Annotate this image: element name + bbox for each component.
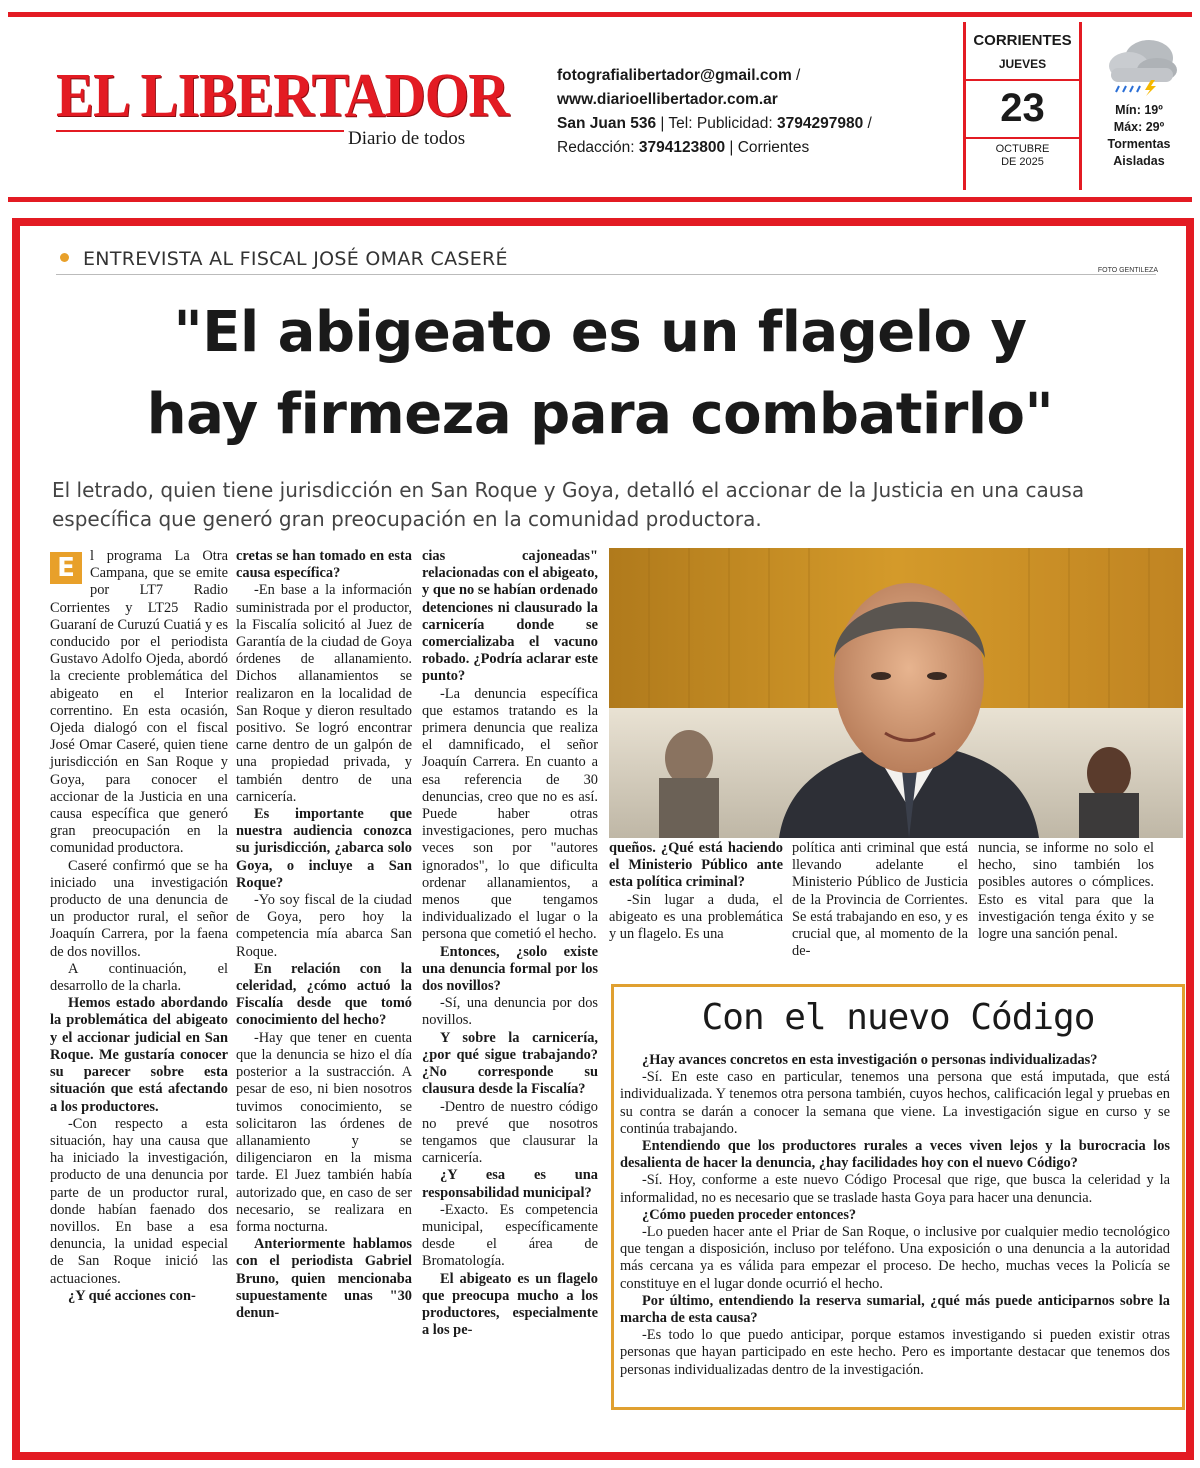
paragraph: Caseré confirmó que se ha iniciado una investigación producto de una denuncia de un productor rural, el señor Joaquín Carrera, por la faena de dos novillos.	[50, 857, 228, 960]
paragraph: E l programa La Otra Campana, que se emite por LT7 Radio Corrientes y LT25 Radio Guaraní de Curuzú Cuatiá y es conducido por el periodista Gustavo Adolfo Ojeda, abordó la creciente problemática del abigeato en el Interior correntino. En esta ocasión, Ojeda dialogó con el fiscal José Omar Caseré, quien tiene jurisdicción en San Roque y Goya, para conocer el accionar de la Justicia en una causa específica que generó gran preocupación en la comunidad productora.	[50, 548, 228, 857]
article-column-1	[50, 548, 228, 1305]
question: Entendiendo que los productores rurales a veces viven lejos y la burocracia los desalienta de hacer la denuncia, ¿hay facilidades hoy con el nuevo Código?	[620, 1138, 1170, 1172]
masthead-contact	[557, 64, 937, 160]
article-column-3	[422, 548, 598, 1339]
kicker-text: ENTREVISTA AL FISCAL JOSÉ OMAR CASERÉ	[83, 248, 508, 270]
date-box	[963, 22, 1082, 190]
contact-redaccion-label: Redacción:	[557, 139, 639, 156]
paragraph: política anti criminal que está llevando adelante el Ministerio Público de Justicia de la Provincia de Corrientes. Se está trabajando en eso, y es crucial que, al momento de la de-	[792, 840, 968, 960]
question: Anteriormente hablamos con el periodista Gabriel Bruno, quien mencionaba supuestamente unas "30 denun-	[236, 1236, 412, 1321]
paragraph: A continuación, el desarrollo de la charla.	[50, 960, 228, 995]
paragraph: -Con respecto a esta situación, hay una causa que ha iniciado la investigación, producto de una denuncia por parte de un productor rural, donde habían faenado dos novillos. En base a esa denuncia, la unidad especial de San Roque inició las actuaciones.	[50, 1115, 228, 1287]
weather-widget	[1085, 36, 1193, 170]
newspaper-logo[interactable]	[56, 60, 509, 160]
question: ¿Hay avances concretos en esta investigación o personas individualizadas?	[642, 1052, 1098, 1068]
date-month: OCTUBRE	[995, 143, 1050, 155]
masthead-bottom-rule	[8, 197, 1192, 202]
sidebar-title: Con el nuevo Código	[701, 997, 1095, 1038]
date-weekday: JUEVES	[998, 57, 1047, 71]
article-photo[interactable]	[609, 548, 1183, 838]
paragraph: -Es todo lo que puedo anticipar, porque estamos investigando si pueden existir otras personas que hayan participado en este hecho. Pero es importante destacar que tenemos dos personas individualizadas dentro de la investigación.	[620, 1327, 1170, 1378]
date-divider	[966, 79, 1079, 81]
kicker-divider	[56, 274, 1156, 275]
weather-min: Mín: 19º	[1115, 103, 1163, 117]
paragraph: -La denuncia específica que estamos tratando es la primera denuncia que realiza el damnificado, el señor Joaquín Carrera. En cuanto a esa referencia de 30 denuncias, creo que no es así. Puede haber otras investigaciones, pero muchas veces son por "autores ignorados", lo que dificulta ordenar allanamientos, a menos que tengamos individualizado el lugar o la persona que cometió el hecho.	[422, 685, 598, 943]
prosecutor-photo	[609, 548, 1183, 838]
article-deck: El letrado, quien tiene jurisdicción en San Roque y Goya, detalló el accionar de la Justicia en una causa específica que generó gran preocupación en la comunidad productora.	[52, 478, 1085, 531]
date-day: 23	[1000, 86, 1045, 130]
article-column-4	[609, 840, 783, 943]
storm-cloud-icon	[1099, 36, 1179, 96]
bullet-icon	[60, 253, 69, 262]
weather-condition-2: Aisladas	[1113, 154, 1165, 168]
date-city: CORRIENTES	[973, 32, 1072, 49]
weather-max: Máx: 29º	[1113, 120, 1165, 134]
question: El abigeato es un flagelo que preocupa mucho a los productores, especialmente a los pe-	[422, 1270, 598, 1339]
contact-city: | Corrientes	[725, 139, 810, 156]
contact-email[interactable]: fotografialibertador@gmail.com	[557, 67, 792, 84]
masthead-top-rule	[8, 12, 1192, 17]
headline-line-2: hay firmeza para combatirlo"	[146, 382, 1054, 447]
question: Es importante que nuestra audiencia conozca su jurisdicción, ¿abarca solo Goya, o incluye a San Roque?	[236, 806, 412, 891]
question: Por último, entendiendo la reserva sumarial, ¿qué más puede anticiparnos sobre la marcha de esta causa?	[620, 1292, 1170, 1327]
question: cretas se han tomado en esta causa específica?	[236, 548, 412, 582]
paragraph: -Lo pueden hacer ante el Priar de San Roque, o inclusive por cualquier medio tecnológico que tengan a disposición, incluso por teléfono. Una exposición o una denuncia a la autoridad más cercana ya es válida para empezar el proceso. De hecho, muchas veces la Policía se constituye en el lugar donde ocurrió el hecho.	[620, 1224, 1170, 1292]
contact-tel-publicidad: 3794297980	[777, 115, 864, 132]
question: Hemos estado abordando la problemática del abigeato y el accionar judicial en San Roque. Me gustaría conocer su parecer sobre esta situación que está afectando a los productores.	[50, 995, 228, 1115]
question: cias cajoneadas" relacionadas con el abigeato, y que no se habían ordenado detenciones ni clausurado la carnicería donde se comercializaba el vacuno robado. ¿Podría aclarar este punto?	[422, 548, 598, 685]
logo-title: EL LIBERTADOR	[56, 62, 509, 130]
paragraph: -En base a la información suministrada por el productor, la Fiscalía solicitó al Juez de Garantía de la ciudad de Goya órdenes de allanamiento. Dichos allanamientos se realizaron en la localidad de San Roque y dieron resultado positivo. Se logró encontrar carne dentro de un galpón de una propiedad privada, y también dentro de una carnicería.	[236, 582, 412, 805]
paragraph: -Dentro de nuestro código no prevé que nosotros tengamos que clausurar la carnicería.	[422, 1098, 598, 1167]
article-kicker	[60, 248, 508, 270]
question: ¿Y qué acciones con-	[68, 1287, 196, 1304]
contact-separator: /	[791, 67, 801, 84]
article-column-6	[978, 840, 1154, 943]
sidebar-box	[611, 984, 1185, 1410]
paragraph: -Sin lugar a duda, el abigeato es una problemática y un flagelo. Es una	[609, 891, 783, 943]
question: Y sobre la carnicería, ¿por qué sigue trabajando? ¿No corresponde su clausura desde la Fiscalía?	[422, 1029, 598, 1098]
date-divider	[966, 137, 1079, 139]
paragraph: nuncia, se informe no solo el hecho, sino también los posibles autores o cómplices. Esto es vital para que la investigación tenga éxito y se logre una sanción penal.	[978, 840, 1154, 943]
paragraph: -Hay que tener en cuenta que la denuncia se hizo el día posterior a la sustracción. A pesar de eso, ni bien nosotros tuvimos conocimiento, se solicitaron las órdenes de allanamiento y se diligenciaron en la misma tarde. El Juez también había autorizado que, en caso de ser necesario, se realizara en forma nocturna.	[236, 1029, 412, 1235]
article-headline	[40, 292, 1160, 456]
question: En relación con la celeridad, ¿cómo actuó la Fiscalía desde que tomó conocimiento del hecho?	[236, 960, 412, 1029]
contact-separator: /	[863, 115, 872, 132]
dropcap: E	[50, 552, 82, 584]
question: Entonces, ¿solo existe una denuncia formal por los dos novillos?	[422, 943, 598, 995]
logo-underline	[56, 130, 344, 132]
article-column-5	[792, 840, 968, 960]
contact-address: San Juan 536	[557, 115, 657, 132]
contact-website[interactable]: www.diarioellibertador.com.ar	[557, 91, 778, 108]
photo-credit: FOTO GENTILEZA	[1097, 267, 1158, 274]
contact-tel-redaccion: 3794123800	[638, 139, 726, 156]
paragraph: -Sí. En este caso en particular, tenemos una persona que está imputada, que está individualizada. Y tenemos otra persona también, cuyos hechos, calificación legal y pruebas en su contra se darán a conocer la semana que viene. La investigación sigue en curso y se continúa trabajando.	[620, 1069, 1170, 1137]
date-year: DE 2025	[1001, 156, 1044, 168]
article-column-2	[236, 548, 412, 1322]
question: queños. ¿Qué está haciendo el Ministerio Público ante esta política criminal?	[609, 840, 783, 891]
question: ¿Cómo pueden proceder entonces?	[642, 1206, 857, 1223]
paragraph: -Exacto. Es competencia municipal, específicamente desde el área de Bromatología.	[422, 1201, 598, 1270]
paragraph: -Sí. Hoy, conforme a este nuevo Código Procesal que rige, que busca la celeridad y la informalidad, no es necesario que se traslade hasta Goya para hacer una denuncia.	[620, 1172, 1170, 1206]
paragraph: -Sí, una denuncia por dos novillos.	[422, 995, 598, 1029]
weather-condition-1: Tormentas	[1107, 137, 1171, 151]
paragraph: -Yo soy fiscal de la ciudad de Goya, pero hoy la competencia mía abarca San Roque.	[236, 892, 412, 960]
contact-tel-label: | Tel: Publicidad:	[656, 115, 777, 132]
logo-subtitle: Diario de todos	[348, 128, 466, 149]
sidebar-body	[620, 1052, 1170, 1379]
headline-line-1: "El abigeato es un flagelo y	[173, 300, 1027, 365]
question: ¿Y esa es una responsabilidad municipal?	[422, 1167, 598, 1201]
